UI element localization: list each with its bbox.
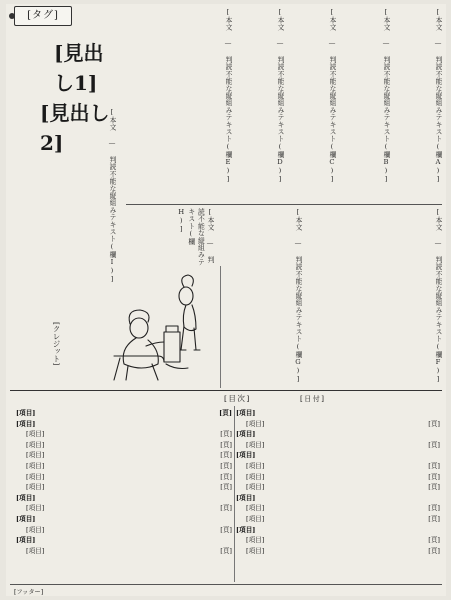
body-column-a [394, 8, 442, 203]
toc-entry-label: [項目] [236, 409, 256, 417]
toc-entry-label: [項目] [246, 546, 265, 555]
toc-page-number: [頁] [425, 535, 440, 546]
toc-category [236, 493, 442, 504]
body-text-i: [本文 — 判読不能な縦組みテキスト(欄I)] [108, 108, 116, 284]
toc-page-number: [頁] [217, 503, 232, 514]
toc-entry-label: [項目] [26, 472, 45, 481]
toc-entry-label: [項目] [16, 419, 36, 428]
toc-page-number: [頁] [217, 472, 232, 483]
toc-entry [16, 472, 234, 483]
toc-page-number: [頁] [217, 546, 232, 557]
toc-category [236, 429, 442, 440]
body-text-b: [本文 — 判読不能な縦組みテキスト(欄B)] [382, 8, 390, 184]
body-column-g [220, 208, 302, 386]
toc-page-number: [頁] [425, 503, 440, 514]
page-title-line1: [見出し1] [54, 41, 104, 95]
body-column-b [340, 8, 390, 203]
toc-entry-label: [項目] [26, 504, 45, 513]
body-column-h [126, 208, 214, 268]
body-text-a: [本文 — 判読不能な縦組みテキスト(欄A)] [434, 8, 442, 184]
toc-entry-label: [項目] [246, 536, 265, 545]
toc-category [236, 525, 442, 536]
toc-entry [236, 419, 442, 430]
toc-entry [236, 472, 442, 483]
toc-entry [16, 429, 234, 440]
toc-entry-label: [項目] [246, 440, 265, 449]
magazine-page [6, 4, 446, 596]
toc-entry-label: [項目] [236, 493, 256, 502]
toc-entry [236, 503, 442, 514]
toc-left-column [16, 408, 234, 556]
footer-rule [10, 584, 442, 585]
toc-entry [16, 503, 234, 514]
body-column-f [306, 208, 442, 386]
toc-entry-label: [項目] [246, 461, 265, 470]
toc-entry [236, 514, 442, 525]
body-column-c [288, 8, 336, 203]
toc-entry [16, 546, 234, 557]
toc-entry-label: [項目] [26, 483, 45, 492]
body-text-f: [本文 — 判読不能な縦組みテキスト(欄F)] [434, 208, 442, 384]
toc-entry-label: [項目] [26, 451, 45, 460]
toc-page-number: [頁] [425, 514, 440, 525]
toc-top-rule [10, 390, 442, 391]
toc-entry-label: [項目] [16, 409, 36, 417]
toc-page-number: [頁] [425, 472, 440, 483]
toc-entry-label: [項目] [26, 546, 45, 555]
toc-entry [236, 535, 442, 546]
body-text-e: [本文 — 判読不能な縦組みテキスト(欄E)] [224, 8, 232, 184]
body-text-c: [本文 — 判読不能な縦組みテキスト(欄C)] [328, 8, 336, 184]
toc-page-number: [頁] [217, 429, 232, 440]
toc-category [236, 450, 442, 461]
toc-column-divider [234, 406, 235, 582]
toc-entry-label: [項目] [26, 461, 45, 470]
toc-category [236, 408, 442, 419]
toc-page-number: [頁] [217, 525, 232, 536]
toc-title: [目次] [224, 394, 251, 403]
toc-entry [16, 450, 234, 461]
toc-entry-label: [項目] [16, 536, 36, 545]
toc-right-column [236, 408, 442, 556]
illustration-credit: [クレジット] [52, 322, 61, 366]
column-divider-top [126, 204, 442, 205]
toc-entry [236, 440, 442, 451]
toc-page-number: [頁] [217, 450, 232, 461]
toc-entry [16, 525, 234, 536]
toc-entry-label: [項目] [246, 504, 265, 513]
toc-page-number: [頁] [425, 419, 440, 430]
toc-entry-label: [項目] [246, 419, 265, 428]
body-text-h: [本文 — 判読不能な縦組みテキスト(欄H)] [177, 208, 214, 266]
toc-entry [16, 461, 234, 472]
toc-page-number: [頁] [217, 440, 232, 451]
toc-page-number: [頁] [425, 546, 440, 557]
toc-entry-label: [項目] [16, 514, 36, 523]
body-column-e [126, 8, 232, 203]
toc-entry-label: [項目] [246, 472, 265, 481]
toc-entry-label: [項目] [236, 525, 256, 534]
toc-category [16, 535, 234, 546]
toc-page-number: [頁] [425, 482, 440, 493]
toc-page-number: [頁] [217, 461, 232, 472]
toc-page-number: [頁] [425, 461, 440, 472]
body-column-d [236, 8, 284, 203]
body-column-i [20, 108, 116, 316]
toc-entry [236, 546, 442, 557]
column-divider-vertical [220, 266, 221, 388]
toc-entry [16, 482, 234, 493]
toc-category [16, 493, 234, 504]
page-title-line2: [見出し2] [40, 101, 110, 155]
toc-entry [16, 440, 234, 451]
toc-entry [236, 461, 442, 472]
toc-entry-label: [項目] [246, 514, 265, 523]
toc-page-number: [頁] [217, 482, 232, 493]
line-drawing-illustration [106, 266, 216, 386]
page-title [36, 38, 116, 155]
toc-page-number: [頁] [425, 440, 440, 451]
toc-category [16, 419, 234, 430]
toc-entry-label: [項目] [26, 430, 45, 439]
body-text-d: [本文 — 判読不能な縦組みテキスト(欄D)] [276, 8, 284, 184]
toc-entry-label: [項目] [26, 440, 45, 449]
toc-entry-label: [項目] [26, 525, 45, 534]
toc-page-number: [頁] [216, 408, 232, 419]
toc-category [16, 514, 234, 525]
toc-category [16, 408, 234, 419]
toc-entry [236, 482, 442, 493]
toc-footer: [フッター] [14, 589, 44, 596]
toc-entry-label: [項目] [246, 483, 265, 492]
toc-header [224, 393, 446, 405]
section-tag: [タグ] [14, 6, 72, 26]
toc-entry-label: [項目] [16, 493, 36, 502]
toc-entry-label: [項目] [236, 451, 256, 460]
body-text-g: [本文 — 判読不能な縦組みテキスト(欄G)] [294, 208, 302, 384]
toc-issue-date: [日付] [300, 395, 326, 403]
toc-entry-label: [項目] [236, 430, 256, 439]
